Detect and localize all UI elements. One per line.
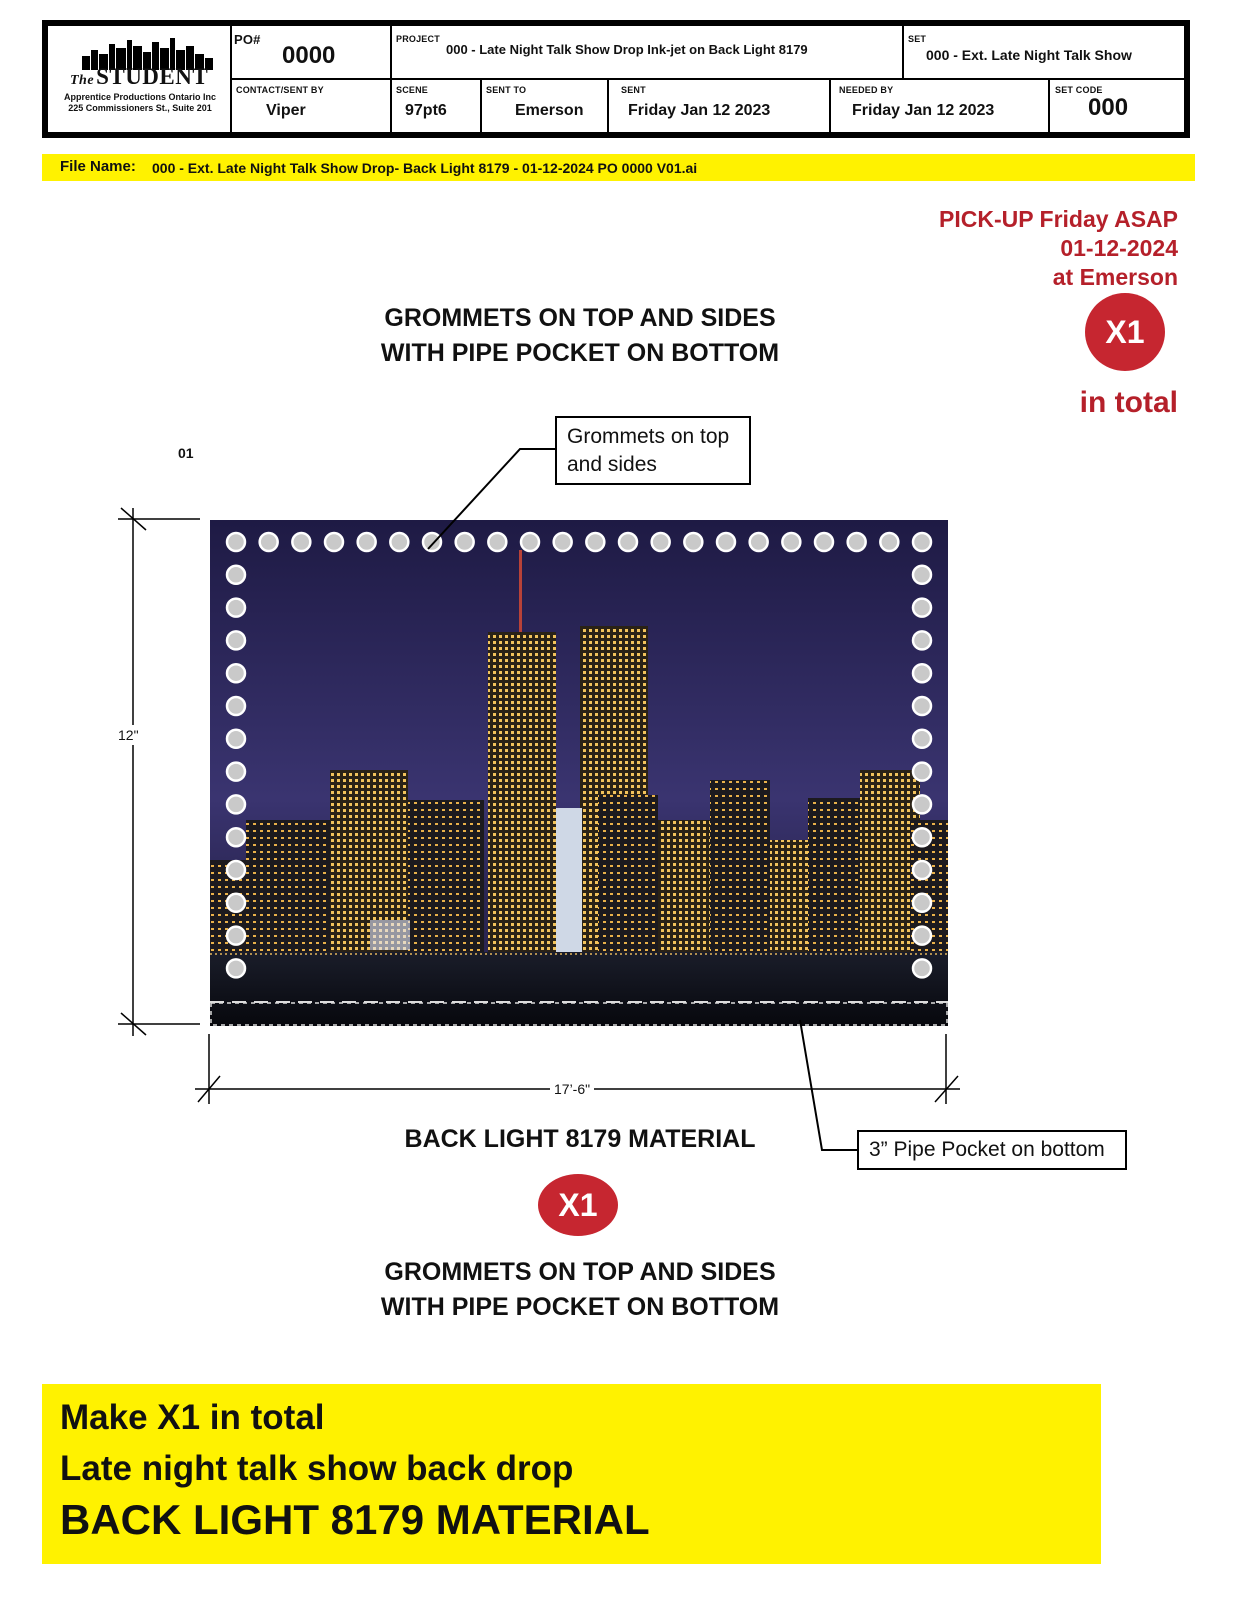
quantity-badge: X1 [1085,293,1165,371]
po-label: PO# [234,32,261,47]
top-heading-line: WITH PIPE POCKET ON BOTTOM [380,339,780,367]
height-dimension: 12" [118,727,139,743]
pickup-date: 01-12-2024 [1060,235,1178,261]
scene-label: SCENE [396,85,429,95]
needed-by-label: NEEDED BY [839,85,894,95]
material-quantity-badge: X1 [538,1174,618,1236]
in-total-label: in total [1079,386,1178,419]
pickup-location: at Emerson [1052,264,1178,290]
logo-company-line: Apprentice Productions Ontario Inc [63,92,216,102]
set-code-label: SET CODE [1055,85,1103,95]
file-name-value: 000 - Ext. Late Night Talk Show Drop- Back Light 8179 - 01-12-2024 PO 0000 V01.ai [152,160,698,176]
set-code-value: 000 [1088,94,1129,121]
material-note-line: WITH PIPE POCKET ON BOTTOM [380,1293,780,1321]
width-dimension: 17’-6" [550,1081,594,1097]
logo-the: The [70,73,95,88]
scene-value: 97pt6 [405,102,447,119]
sent-to-value: Emerson [515,102,584,119]
summary-line: Late night talk show back drop [60,1449,574,1488]
pickup-line: PICK-UP Friday ASAP [939,206,1178,232]
summary-line: BACK LIGHT 8179 MATERIAL [60,1496,650,1543]
item-number: 01 [178,445,194,461]
po-value: 0000 [282,42,336,69]
contact-label: CONTACT/SENT BY [236,85,324,95]
sent-to-label: SENT TO [486,85,527,95]
material-note-line: GROMMETS ON TOP AND SIDES [384,1258,776,1286]
logo-address-line: 225 Commissioners St., Suite 201 [68,103,212,113]
material-title: BACK LIGHT 8179 MATERIAL [404,1125,756,1153]
top-heading-line: GROMMETS ON TOP AND SIDES [384,304,776,332]
pipe-pocket-callout: 3” Pipe Pocket on bottom [857,1130,1127,1170]
material-note [360,1255,800,1325]
contact-value: Viper [266,102,306,119]
file-name-label: File Name: [60,158,136,175]
logo-brand-name: STUDENT [96,64,209,89]
project-value: 000 - Late Night Talk Show Drop Ink-jet on Back Light 8179 [446,42,808,57]
set-value: 000 - Ext. Late Night Talk Show [926,47,1132,63]
summary-bar [42,1384,1101,1564]
needed-by-value: Friday Jan 12 2023 [852,102,995,119]
sent-label: SENT [621,85,646,95]
grommets-callout: Grommets on top and sides [555,416,751,485]
sent-value: Friday Jan 12 2023 [628,102,771,119]
project-label: PROJECT [396,34,440,44]
set-label: SET [908,34,927,44]
summary-line: Make X1 in total [60,1398,325,1437]
